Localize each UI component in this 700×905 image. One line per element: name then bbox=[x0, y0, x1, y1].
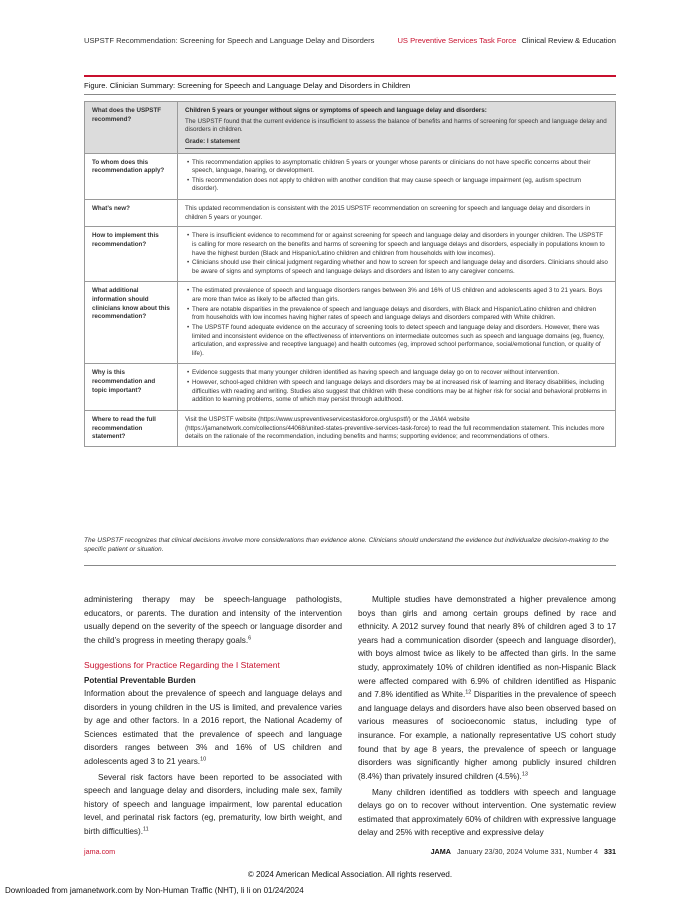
table-row bbox=[85, 200, 616, 227]
running-head-org: US Preventive Services Task Force bbox=[397, 36, 517, 45]
table-row bbox=[85, 227, 616, 282]
table-row bbox=[85, 410, 616, 446]
row-answer bbox=[178, 153, 616, 200]
list-item: • The USPSTF found adequate evidence on the accuracy of screening tools to detect speech and language delay and disorders. However, there was limited and inconsistent evidence on the effectiveness of interventions on intermediate outcomes such as speech and language domains (eg, fluency, articulation, and expressive and receptive language) and health outcomes (eg, improved school performance, social/emotional function, or quality of life). bbox=[187, 323, 605, 357]
body-paragraph: Many children identified as toddlers with speech and language delays go on to recover without intervention. One systematic review estimated that approximately 60% of children with expressive language delay and 25% with receptive and expressive delay bbox=[358, 787, 616, 838]
table-row bbox=[85, 102, 616, 154]
list-item: • Clinicians should use their clinical judgment regarding whether and how to screen for speech and language delay and disorders. Clinicians should also be aware of signs and symptoms of speech and language delays and disorders and listen to any caregiver concerns. bbox=[187, 259, 608, 275]
journal-name: JAMA bbox=[430, 415, 447, 423]
copyright-notice: © 2024 American Medical Association. All rights reserved. bbox=[247, 870, 453, 879]
page-number: 331 bbox=[604, 847, 616, 856]
reference-marker: 6 bbox=[248, 635, 252, 642]
table-row bbox=[85, 153, 616, 200]
row-question: To whom does this recommendation apply? bbox=[85, 153, 178, 200]
figure-note: The USPSTF recognizes that clinical decisions involve more considerations than evidence alone. Clinicians should understand the evidence but individualize decision-making to the specific patient or situation. bbox=[84, 537, 609, 554]
body-paragraph: Multiple studies have demonstrated a higher prevalence among boys than girls and among certain groups defined by race and ethnicity. A 2012 survey found that nearly 8% of children aged 3 to 17 years had a communication disorder (speech and language disorder), with boys almost twice as likely to be affected than girls. In the same study, approximately 10% of children identified as non-Hispanic Black were affected compared with 6.9% of children identified as Hispanic and 7.8% identified as White.$^{12}$ Disparities in the prevalence of speech and language delays and disorders have also been observed based on various measures of socioeconomic status, including type of insurance. For example, a nationally representative US cohort study found that by age 8 years, the prevalence of speech or language disorders was significantly higher among publicly insured children (8.4%) than privately insured children (4.5%).$^{13}$ bbox=[358, 595, 617, 781]
row-answer bbox=[178, 102, 616, 154]
list-item: • There are notable disparities in the prevalence of speech and language delays and disorders, with Black and Hispanic/Latino children and children from households with low incomes having higher rates of speech and language delays and disorders compared with White children. bbox=[187, 305, 597, 322]
journal-site-link[interactable]: jama.com bbox=[84, 847, 116, 856]
list-item: • There is insufficient evidence to recommend for or against screening for speech and language delay and disorders in younger children. The USPSTF is calling for more research on the benefits and harms of screening for speech and language delays and disorders, especially in populations known to have the highest burden (Black and Hispanic/Latino children and children from households with low incomes). bbox=[187, 232, 605, 257]
recommendation-text: The USPSTF found that the current evidence is insufficient to assess the balance of benefits and harms of screening for speech and language delay and disorders in children. bbox=[185, 117, 607, 134]
reference-marker: 12 bbox=[465, 689, 472, 696]
recommendation-grade: Grade: I statement bbox=[185, 138, 240, 149]
row-question: What additional information should clinicians know about this recommendation? bbox=[85, 282, 178, 364]
clinician-summary-table bbox=[84, 101, 616, 447]
table-row bbox=[85, 364, 616, 411]
recommendation-population: Children 5 years or younger without signs or symptoms of speech and language delay and disorders: bbox=[185, 107, 487, 114]
download-notice: Downloaded from jamanetwork.com by Non-Human Traffic (NHT), li li on 01/24/2024 bbox=[5, 886, 304, 895]
list-item: • This recommendation does not apply to children with another condition that may cause speech or language impairment (eg, autism spectrum disorder). bbox=[187, 176, 582, 193]
running-head-section: Clinical Review & Education bbox=[521, 36, 616, 45]
body-paragraph: administering therapy may be speech-language pathologists, educators, or parents. The duration and intensity of the intervention usually depend on the severity of the speech or language disorder and the child’s progress in meeting therapy goals.$^6$ bbox=[84, 595, 342, 645]
reference-marker: 10 bbox=[200, 756, 207, 763]
table-row bbox=[85, 282, 616, 364]
row-question: Why is this recommendation and topic important? bbox=[85, 364, 178, 411]
row-question: What does the USPSTF recommend? bbox=[85, 102, 178, 154]
running-head-title: USPSTF Recommendation: Screening for Speech and Language Delay and Disorders bbox=[84, 36, 375, 45]
header-rule bbox=[84, 75, 616, 77]
reference-marker: 13 bbox=[521, 771, 528, 778]
body-column-left bbox=[84, 593, 342, 839]
body-column-right bbox=[358, 593, 616, 840]
list-item: • The estimated prevalence of speech and language disorders ranges between 3% and 16% of US children and adolescents aged 3 to 21 years. Boys are more than twice as likely to be affected than girls. bbox=[187, 287, 603, 303]
figure-title: Figure. Clinician Summary: Screening for Speech and Language Delay and Disorders in Children bbox=[84, 81, 411, 90]
page-footer bbox=[84, 847, 616, 859]
running-head bbox=[84, 36, 616, 48]
subsection-heading: Potential Preventable Burden bbox=[84, 675, 196, 685]
figure-bottom-rule bbox=[84, 565, 616, 566]
footer-journal-name: JAMA bbox=[430, 847, 451, 856]
journal-citation bbox=[431, 847, 616, 856]
list-item: • Evidence suggests that many younger children identified as having speech and language delay go on to recover without intervention. bbox=[187, 369, 560, 377]
section-heading: Suggestions for Practice Regarding the I Statement bbox=[84, 660, 280, 671]
body-paragraph: Several risk factors have been reported to be associated with speech and language delay and disorders, including male sex, family history of speech and language impairment, low parental education level, and perinatal risk factors (eg, prematurity, low birth weight, and birth difficulties).$^{11}$ bbox=[84, 772, 342, 837]
row-question: What’s new? bbox=[85, 200, 178, 227]
list-item: • This recommendation applies to asymptomatic children 5 years or younger whose parents or clinicians do not have specific concerns about their speech, language, hearing, or development. bbox=[187, 158, 591, 175]
figure-title-rule bbox=[84, 94, 616, 95]
list-item: • However, school-aged children with speech and language delays and disorders may be at increased risk of learning and literacy disabilities, including difficulties with reading and writing. Studies also suggest that children with these conditions may be at higher risk for social and behavioral problems in addition to learning problems, some of which may persist through adulthood. bbox=[187, 379, 607, 404]
footer-issue: January 23/30, 2024 Volume 331, Number 4 bbox=[456, 847, 598, 856]
row-answer: Visit the USPSTF website (https://www.uspreventiveservicestaskforce.org/uspstf/) or the JAMA website (https://jamanetwork.com/collections/44068/united-states-preventive-services-task-force) to read the full recommendation statement. This includes more details on the rationale of the recommendation, including benefits and harms; supporting evidence; and recommendations of others. bbox=[178, 410, 616, 446]
row-answer: This updated recommendation is consistent with the 2015 USPSTF recommendation on screening for speech and language delay and disorders in children 5 years or younger. bbox=[178, 200, 616, 227]
body-paragraph: Information about the prevalence of speech and language delays and disorders in young children in the US is limited, and prevalence varies by age and other factors. In a 2016 report, the National Academy of Sciences estimated that the prevalence of speech and language disorders ranges between 3% and 16% of US children and adolescents aged 3 to 21 years.$^{10}$ bbox=[84, 688, 342, 767]
row-answer bbox=[178, 282, 616, 364]
row-answer bbox=[178, 227, 616, 282]
running-head-right bbox=[397, 36, 616, 45]
row-question: Where to read the full recommendation statement? bbox=[85, 410, 178, 446]
row-question: How to implement this recommendation? bbox=[85, 227, 178, 282]
row-answer bbox=[178, 364, 616, 411]
reference-marker: 11 bbox=[143, 826, 149, 833]
